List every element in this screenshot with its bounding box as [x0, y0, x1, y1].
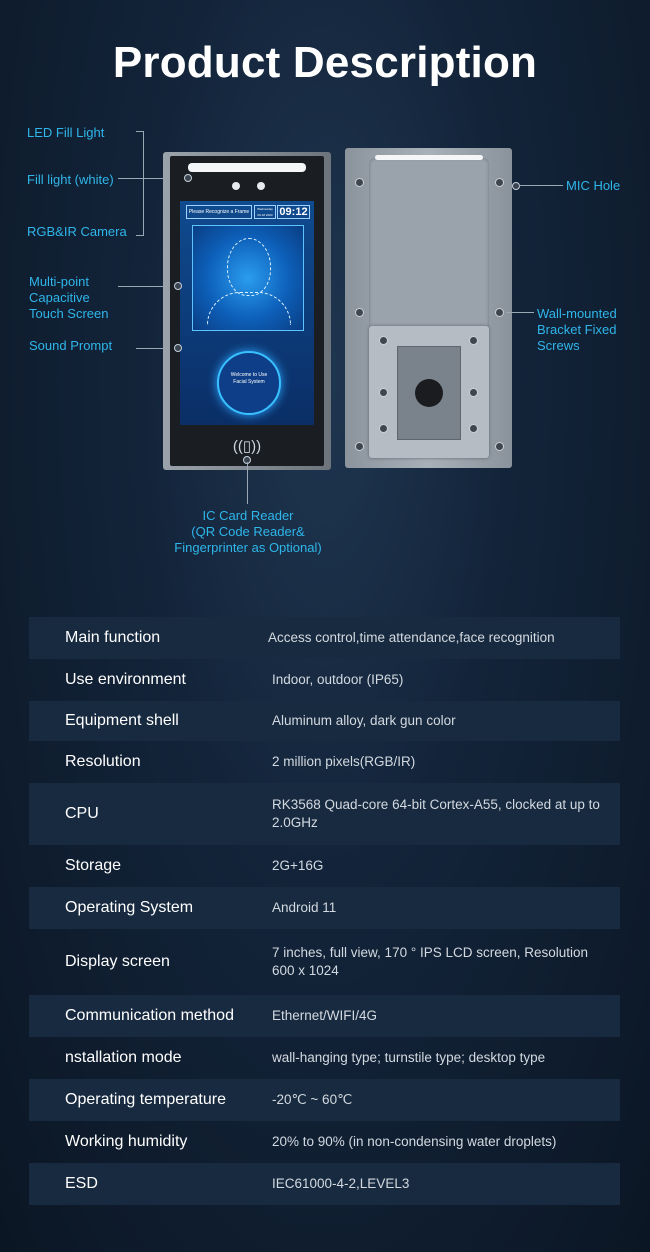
connector-line — [143, 131, 144, 236]
table-row — [29, 887, 620, 929]
table-row — [29, 1079, 620, 1121]
spec-label: Working humidity — [65, 1133, 188, 1150]
spec-value: 2G+16G — [272, 858, 324, 873]
spec-label: Communication method — [65, 1007, 234, 1024]
connector-line — [247, 462, 248, 504]
screw — [355, 178, 364, 187]
page-title: Product Description — [112, 38, 538, 87]
spec-label: Use environment — [65, 671, 186, 688]
spec-value: 20% to 90% (in non-condensing water droplets) — [272, 1134, 557, 1149]
callout-dot — [174, 344, 182, 352]
lock-icon — [415, 379, 443, 407]
shoulders-scan-icon — [207, 292, 291, 325]
screw — [379, 336, 388, 345]
spec-label: ESD — [65, 1175, 98, 1192]
table-row — [29, 701, 620, 741]
connector-line — [506, 312, 534, 313]
camera-lens — [257, 182, 265, 190]
card-reader-icon: ((▯)) — [232, 438, 262, 455]
table-row — [29, 1037, 620, 1079]
spec-value: Indoor, outdoor (IP65) — [272, 672, 404, 687]
screw — [355, 442, 364, 451]
callout-rgb-ir-camera: RGB&IR Camera — [27, 224, 127, 239]
connector-line — [519, 185, 563, 186]
device-screen — [180, 201, 314, 425]
spec-label: Resolution — [65, 753, 141, 770]
callout-sound-prompt: Sound Prompt — [29, 338, 113, 353]
spec-label: Equipment shell — [65, 712, 179, 729]
callout-dot — [184, 174, 192, 182]
spec-label: CPU — [65, 805, 99, 822]
spec-label: Operating temperature — [65, 1091, 226, 1108]
screw — [355, 308, 364, 317]
back-device-image — [345, 148, 512, 468]
welcome-ring: Welcome to Use Facial System — [217, 351, 281, 415]
wall-bracket — [369, 326, 489, 458]
screen-date: Wednesday 09-18 2023 — [254, 205, 276, 219]
back-led-strip — [375, 155, 483, 160]
callout-touch-screen: Multi-point Capacitive Touch Screen — [29, 274, 109, 321]
screw — [469, 424, 478, 433]
spec-value: wall-hanging type; turnstile type; desktop type — [272, 1050, 546, 1065]
screw — [495, 178, 504, 187]
camera-lens — [232, 182, 240, 190]
bracket-opening — [397, 346, 461, 440]
spec-value: 7 inches, full view, 170 ° IPS LCD screen, Resolution 600 x 1024 — [272, 945, 589, 978]
screw — [469, 388, 478, 397]
spec-value: 2 million pixels(RGB/IR) — [272, 754, 416, 769]
face-recognition-frame — [192, 225, 304, 331]
spec-value: Access control,time attendance,face recognition — [268, 630, 555, 645]
callout-led-fill-light: LED Fill Light — [27, 125, 105, 140]
screw — [379, 388, 388, 397]
table-row — [29, 995, 620, 1037]
screw — [379, 424, 388, 433]
spec-value: Ethernet/WIFI/4G — [272, 1008, 378, 1023]
callout-mic-hole: MIC Hole — [566, 178, 621, 193]
table-row — [29, 617, 620, 659]
connector-line — [136, 235, 144, 236]
front-device-image — [163, 152, 331, 470]
spec-label: Storage — [65, 857, 122, 874]
spec-value: Aluminum alloy, dark gun color — [272, 713, 456, 728]
screw — [495, 442, 504, 451]
spec-value: RK3568 Quad-core 64-bit Cortex-A55, clocked at up to 2.0GHz — [272, 797, 600, 830]
spec-value: IEC61000-4-2,LEVEL3 — [272, 1176, 410, 1191]
table-row — [29, 845, 620, 887]
callout-dot — [174, 282, 182, 290]
callout-dot — [512, 182, 520, 190]
spec-label: nstallation mode — [65, 1049, 182, 1066]
spec-label: Display screen — [65, 953, 170, 970]
table-row — [29, 929, 620, 995]
table-row — [29, 1121, 620, 1163]
spec-label: Operating System — [65, 899, 194, 916]
table-row — [29, 741, 620, 783]
table-row — [29, 659, 620, 701]
callout-wall-bracket: Wall-mounted Bracket Fixed Screws — [537, 306, 617, 353]
spec-value: -20℃ ~ 60℃ — [272, 1092, 353, 1107]
spec-value: Android 11 — [272, 900, 337, 915]
face-scan-icon — [227, 238, 271, 296]
screen-prompt: Please Recognize a Frame — [186, 205, 252, 219]
front-bezel — [170, 156, 324, 466]
table-row — [29, 783, 620, 845]
screw — [469, 336, 478, 345]
led-fill-light — [188, 163, 306, 172]
callout-ic-card-reader: IC Card Reader (QR Code Reader& Fingerprinter as Optional) — [174, 508, 322, 555]
table-row — [29, 1163, 620, 1205]
spec-label: Main function — [65, 629, 161, 646]
screw — [495, 308, 504, 317]
screen-time: 09:12 — [277, 205, 310, 219]
callout-fill-light-white: Fill light (white) — [27, 172, 114, 187]
